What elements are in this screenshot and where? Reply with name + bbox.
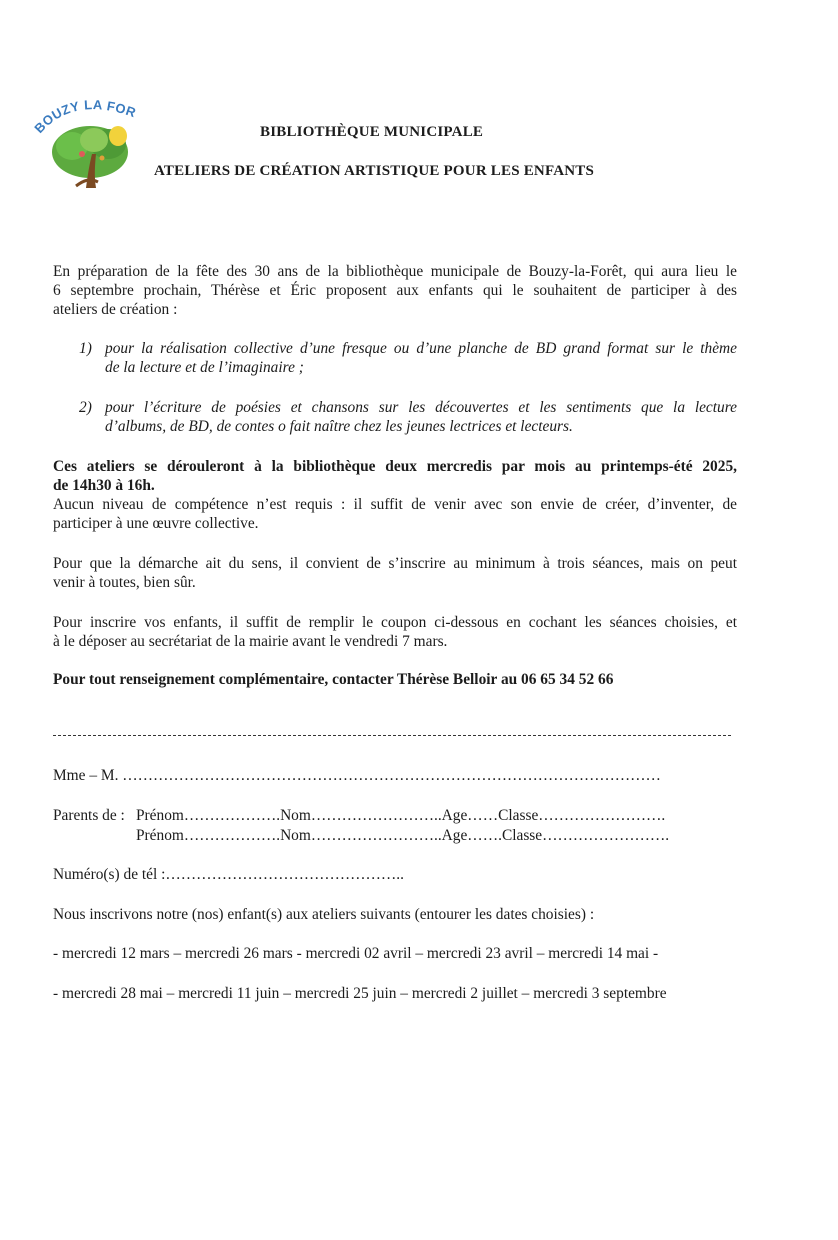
signup-line: Pour inscrire vos enfants, il suffit de remplir le coupon ci-dessous en cochant les séances choisies, et	[53, 614, 737, 631]
intro-paragraph	[53, 262, 737, 319]
child-2-field[interactable]: Prénom……………….Nom……………………..Age…….Classe…………………….	[136, 827, 670, 844]
list-number: 1)	[79, 340, 92, 357]
intro-line: ateliers de création :	[53, 301, 178, 318]
intro-line: 6 septembre prochain, Thérèse et Éric proposent aux enfants qui le souhaitent de participer à des	[53, 282, 737, 299]
dates-line-2[interactable]: - mercredi 28 mai – mercredi 11 juin – mercredi 25 juin – mercredi 2 juillet – mercredi 3 septembre	[53, 985, 667, 1002]
bouzy-la-foret-logo	[32, 92, 144, 192]
signup-paragraph	[53, 613, 737, 651]
list-line: pour l’écriture de poésies et chansons sur les découvertes et les sentiments que la lecture	[105, 399, 737, 416]
schedule-line: participer à une œuvre collective.	[53, 515, 259, 532]
logo-text: BOUZY LA FOR	[32, 96, 139, 136]
name-field[interactable]: Mme – M. ……………………………………………………………………………………………	[53, 767, 661, 784]
schedule-paragraph	[53, 457, 737, 533]
signup-line: à le déposer au secrétariat de la mairie avant le vendredi 7 mars.	[53, 633, 448, 650]
phone-field[interactable]: Numéro(s) de tél :………………………………………..	[53, 866, 404, 883]
parents-label: Parents de :	[53, 807, 125, 824]
dates-line-1[interactable]: - mercredi 12 mars – mercredi 26 mars - mercredi 02 avril – mercredi 23 avril – mercredi 14 mai -	[53, 945, 659, 962]
list-line: pour la réalisation collective d’une fresque ou d’une planche de BD grand format sur le thème	[105, 340, 737, 357]
schedule-bold-line: de 14h30 à 16h.	[53, 477, 155, 494]
schedule-line: Aucun niveau de compétence n’est requis : il suffit de venir avec son envie de créer, d’inventer, de	[53, 496, 737, 513]
coupon-cut-line	[53, 735, 731, 736]
child-1-field[interactable]: Prénom……………….Nom……………………..Age……Classe…………………….	[136, 807, 666, 824]
schedule-bold-line: Ces ateliers se dérouleront à la bibliothèque deux mercredis par mois au printemps-été 2025,	[53, 458, 737, 475]
list-line: de la lecture et de l’imaginaire ;	[105, 359, 304, 376]
intro-line: En préparation de la fête des 30 ans de la bibliothèque municipale de Bouzy-la-Forêt, qui aura lieu le	[53, 263, 737, 280]
minimum-paragraph	[53, 554, 737, 592]
tree-logo-icon	[32, 92, 144, 192]
page-subtitle: ATELIERS DE CRÉATION ARTISTIQUE POUR LES ENFANTS	[154, 163, 595, 179]
list-line: d’albums, de BD, de contes o fait naître chez les jeunes lectrices et lecteurs.	[105, 418, 573, 435]
enroll-text: Nous inscrivons notre (nos) enfant(s) aux ateliers suivants (entourer les dates choisies) :	[53, 906, 595, 923]
list-number: 2)	[79, 399, 92, 416]
minimum-line: Pour que la démarche ait du sens, il convient de s’inscrire au minimum à trois séances, mais on peut	[53, 555, 737, 572]
contact-line: Pour tout renseignement complémentaire, contacter Thérèse Belloir au 06 65 34 52 66	[53, 671, 614, 688]
page-title: BIBLIOTHÈQUE MUNICIPALE	[260, 124, 484, 140]
minimum-line: venir à toutes, bien sûr.	[53, 574, 196, 591]
